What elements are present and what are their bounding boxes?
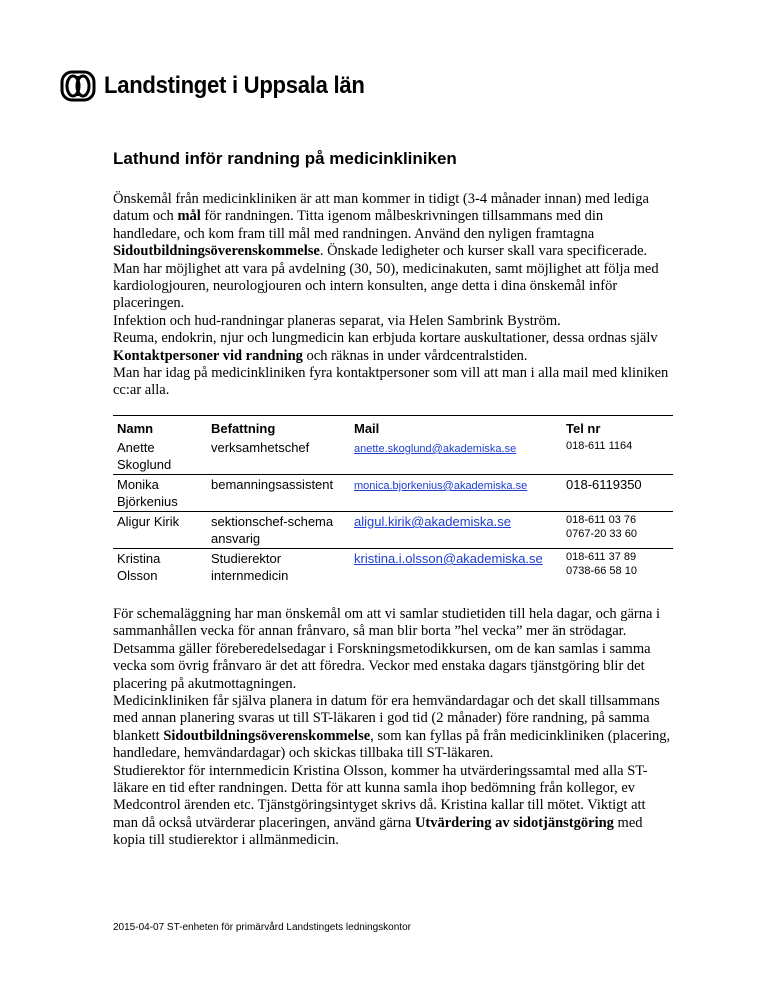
intro-paragraph-5: Man har idag på medicinkliniken fyra kontaktpersoner som vill att man i alla mail med kliniken cc:ar alla. bbox=[113, 365, 669, 399]
contact-mail-cell bbox=[350, 438, 562, 475]
column-header-mail: Mail bbox=[350, 416, 562, 439]
organization-name: Landstinget i Uppsala län bbox=[104, 72, 365, 99]
contact-name: Kristina Olsson bbox=[117, 551, 161, 583]
email-link[interactable]: anette.skoglund@akademiska.se bbox=[354, 443, 517, 455]
contact-phone: 018-611 1164 bbox=[562, 438, 673, 475]
contact-phones bbox=[562, 512, 673, 549]
scheduling-paragraph-1: För schemaläggning har man önskemål om att vi samlar studietiden till hela dagar, och gärna i sammanhållen vecka för annan frånvaro, så man blir borta ”hel vecka” mer än strödagar. Detsamma gäller föreberedelsedagar i Forskningsmetodikkursen, om de kan samlas i samma vecka som övrig frånvaro är det att föredra. Veckor med enstaka dagars tjänstgöring blir det placering på akutmottagningen. bbox=[113, 606, 661, 692]
landstinget-emblem-icon bbox=[60, 70, 96, 102]
email-link[interactable]: monica.bjorkenius@akademiska.se bbox=[354, 480, 528, 492]
table-row bbox=[113, 438, 673, 475]
intro-paragraph-3: Infektion och hud-randningar planeras separat, via Helen Sambrink Byström. bbox=[113, 312, 561, 329]
email-link[interactable]: aligul.kirik@akademiska.se bbox=[354, 514, 511, 529]
table-row bbox=[113, 549, 673, 586]
contact-phone: 018-6119350 bbox=[562, 475, 673, 512]
email-link[interactable]: kristina.i.olsson@akademiska.se bbox=[354, 551, 543, 566]
intro-paragraph-1: Önskemål från medicinkliniken är att man kommer in tidigt (3-4 månader innan) med lediga datum och mål för randningen. Titta igenom målbeskrivningen tillsammans med din handledare, och kom fram till mål med randningen. Använd den nyligen framtagna Sidoutbildningsöverenskommelse. Önskade ledigheter och kurser skall vara specificerade. bbox=[113, 191, 649, 260]
contact-phones bbox=[562, 549, 673, 586]
document-title: Lathund inför randning på medicinkliniken bbox=[113, 149, 457, 168]
scheduling-paragraph-3: Studierektor för internmedicin Kristina Olsson, kommer ha utvärderingssamtal med alla ST-läkare en tid efter randningen. Detta för att kunna samla ihop bedömning från kollegor, ev Medcontrol ärenden etc. Tjänstgöringsintyget skrivs då. Kristina kallar till mötet. Viktigt att man då också utvärderar placeringen, använd gärna Utvärdering av sidotjänstgöring med kopia till studierektor i allmänmedicin. bbox=[113, 762, 648, 849]
contact-name: Aligur Kirik bbox=[113, 512, 207, 549]
scheduling-section bbox=[113, 606, 673, 850]
contact-mobile: 0738-66 58 10 bbox=[566, 565, 637, 577]
contact-mail-cell bbox=[350, 512, 562, 549]
contact-mobile: 0767-20 33 60 bbox=[566, 528, 637, 540]
column-header-namn: Namn bbox=[113, 416, 207, 439]
table-row bbox=[113, 512, 673, 549]
page-footer: 2015-04-07 ST-enheten för primärvård Landstingets ledningskontor bbox=[113, 922, 411, 933]
column-header-befattning: Befattning bbox=[207, 416, 350, 439]
contact-mail-cell bbox=[350, 475, 562, 512]
intro-paragraph-2: Man har möjlighet att vara på avdelning (30, 50), medicinakuten, samt möjlighet att följa med kardiologjouren, neurologjouren och intern konsulten, ange detta i dina önskemål inför placeringen. bbox=[113, 260, 659, 312]
contact-phone: 018-611 37 89 bbox=[566, 551, 637, 563]
column-header-tel: Tel nr bbox=[562, 416, 673, 439]
contact-phone: 018-611 03 76 bbox=[566, 514, 637, 526]
table-row bbox=[113, 475, 673, 512]
intro-paragraph-4: Reuma, endokrin, njur och lungmedicin kan erbjuda kortare auskultationer, dessa ordnas själv Kontaktpersoner vid randning och räknas in under vårdcentralstiden. bbox=[113, 330, 658, 364]
contact-role: verksamhetschef bbox=[207, 438, 350, 475]
contact-name: Anette Skoglund bbox=[113, 438, 207, 475]
contact-name: Monika Björkenius bbox=[113, 475, 207, 512]
organization-logo bbox=[60, 70, 387, 102]
contact-table bbox=[113, 415, 673, 585]
contact-mail-cell bbox=[350, 549, 562, 586]
contact-role: Studierektor internmedicin bbox=[211, 551, 289, 583]
contact-role: bemanningsassistent bbox=[207, 475, 350, 512]
contact-role: sektionschef-schema ansvarig bbox=[207, 512, 350, 549]
intro-section bbox=[113, 191, 673, 400]
scheduling-paragraph-2: Medicinkliniken får själva planera in datum för era hemvändardagar och det skall tillsammans med annan planering svaras ut till ST-läkaren i god tid (2 månader) före randning, på samma blankett Sidoutbildningsöverenskommelse, som kan fyllas på från medicinkliniken (placering, handledare, hemvändardagar) och skickas tillbaka till ST-läkaren. bbox=[113, 693, 671, 762]
table-header-row bbox=[113, 416, 673, 439]
